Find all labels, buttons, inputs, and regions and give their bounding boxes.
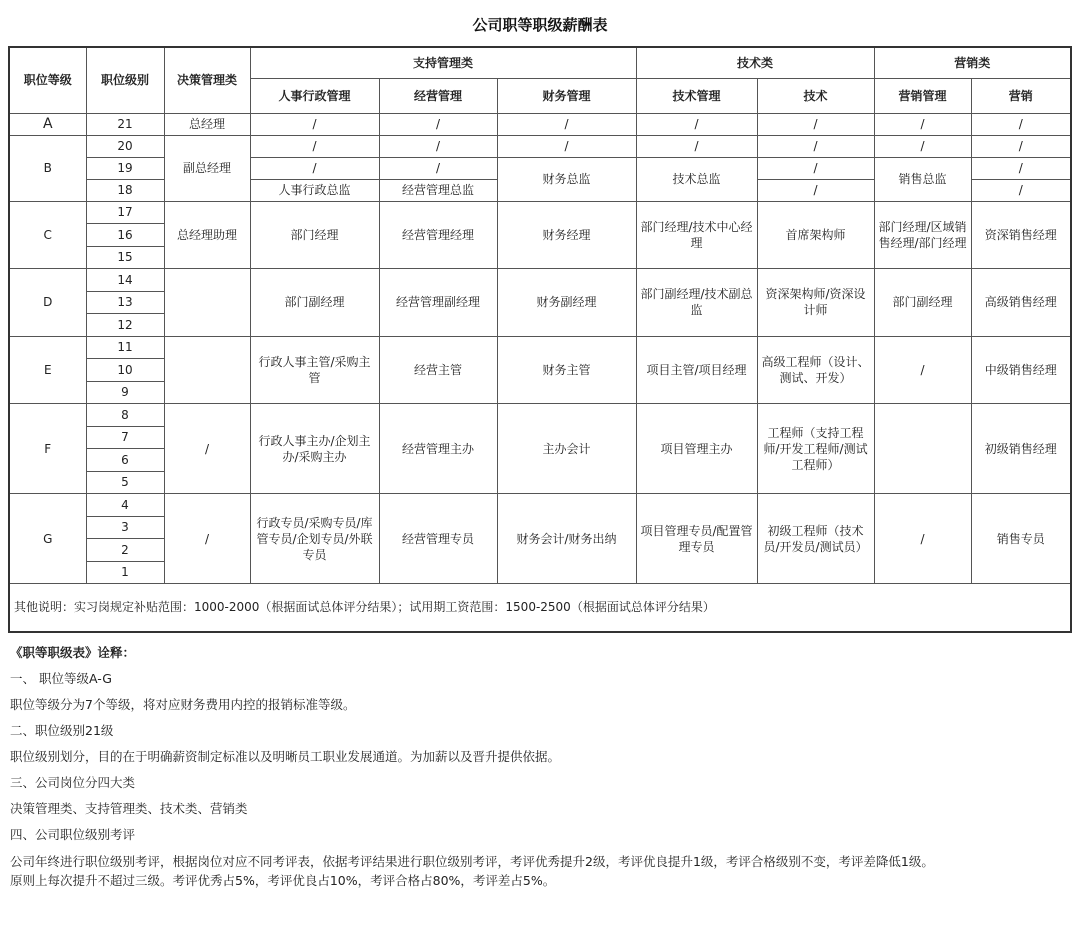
grade-cell: G <box>9 494 86 584</box>
header-salesmgmt: 营销管理 <box>874 78 971 113</box>
level-cell: 15 <box>86 246 164 269</box>
role-cell: 部门经理/区域销售经理/部门经理 <box>874 201 971 269</box>
empty-slash: / <box>636 135 757 157</box>
empty-slash: / <box>379 113 497 135</box>
role-cell: 总经理助理 <box>164 201 250 269</box>
header-techn: 技术 <box>757 78 874 113</box>
level-cell: 7 <box>86 426 164 449</box>
role-cell: 工程师（支持工程师/开发工程师/测试工程师） <box>757 404 874 494</box>
grade-cell: E <box>9 336 86 404</box>
grade-cell: B <box>9 135 86 201</box>
section-1-text: 职位等级分为7个等级，将对应财务费用内控的报销标准等级。 <box>10 697 356 712</box>
empty-slash: / <box>971 135 1071 157</box>
header-techmgmt: 技术管理 <box>636 78 757 113</box>
level-cell: 5 <box>86 471 164 494</box>
empty-slash: / <box>497 135 636 157</box>
role-cell <box>164 269 250 337</box>
level-cell: 13 <box>86 291 164 314</box>
section-4-paragraph <box>10 848 1074 890</box>
level-cell: 9 <box>86 381 164 404</box>
empty-slash: / <box>164 404 250 494</box>
header-salesn: 营销 <box>971 78 1071 113</box>
section-4-text-line-2: 原则上每次提升不超过三级。考评优秀占5%，考评优良占10%，考评合格占80%，考评差占5%。 <box>10 873 556 888</box>
section-3-title: 三、公司岗位分四大类 <box>10 775 136 790</box>
level-cell: 4 <box>86 494 164 517</box>
section-3-text: 决策管理类、支持管理类、技术类、营销类 <box>10 801 248 816</box>
empty-slash: / <box>971 157 1071 179</box>
role-cell: 副总经理 <box>164 135 250 201</box>
level-cell: 2 <box>86 539 164 562</box>
role-cell: 行政专员/采购专员/库管专员/企划专员/外联专员 <box>250 494 379 584</box>
section-4-text-line-1: 公司年终进行职位级别考评，根据岗位对应不同考评表，依据考评结果进行职位级别考评，考评优秀提升2级，考评优良提升1级，考评合格级别不变，考评差降低1级。 <box>10 854 934 869</box>
role-cell: 资深销售经理 <box>971 201 1071 269</box>
role-cell: 中级销售经理 <box>971 336 1071 404</box>
header-hr: 人事行政管理 <box>250 78 379 113</box>
empty-slash: / <box>250 113 379 135</box>
empty-slash: / <box>757 179 874 201</box>
explanation-title: 《职等职级表》诠释： <box>10 645 136 660</box>
section-2-text: 职位级别划分，目的在于明确薪资制定标准以及明晰员工职业发展通道。为加薪以及晋升提供依据。 <box>10 749 561 764</box>
role-cell: 经营管理专员 <box>379 494 497 584</box>
empty-slash: / <box>757 135 874 157</box>
role-cell: 初级工程师（技术员/开发员/测试员） <box>757 494 874 584</box>
role-cell: 项目管理专员/配置管理专员 <box>636 494 757 584</box>
level-cell: 3 <box>86 516 164 539</box>
level-cell: 10 <box>86 359 164 382</box>
role-cell: 财务经理 <box>497 201 636 269</box>
role-cell: 主办会计 <box>497 404 636 494</box>
empty-slash: / <box>497 113 636 135</box>
level-cell: 17 <box>86 201 164 224</box>
role-cell: 销售总监 <box>874 157 971 201</box>
level-cell: 14 <box>86 269 164 292</box>
role-cell: 销售专员 <box>971 494 1071 584</box>
empty-slash: / <box>250 157 379 179</box>
role-cell: 部门经理/技术中心经理 <box>636 201 757 269</box>
level-cell: 20 <box>86 135 164 157</box>
section-4-title: 四、公司职位级别考评 <box>10 827 136 842</box>
role-cell: 财务副经理 <box>497 269 636 337</box>
empty-slash: / <box>757 157 874 179</box>
role-cell: 首席架构师 <box>757 201 874 269</box>
role-cell: 总经理 <box>164 113 250 135</box>
empty-slash: / <box>164 494 250 584</box>
grade-cell: A <box>9 113 86 135</box>
role-cell: 经营主管 <box>379 336 497 404</box>
section-2-title: 二、职位级别21级 <box>10 723 114 738</box>
empty-slash: / <box>636 113 757 135</box>
header-grade: 职位等级 <box>9 47 86 113</box>
role-cell: 技术总监 <box>636 157 757 201</box>
header-fin: 财务管理 <box>497 78 636 113</box>
role-cell: 部门副经理 <box>874 269 971 337</box>
level-cell: 19 <box>86 157 164 179</box>
level-cell: 12 <box>86 314 164 337</box>
empty-slash: / <box>971 179 1071 201</box>
empty-slash: / <box>379 135 497 157</box>
role-cell: 部门副经理 <box>250 269 379 337</box>
empty-slash: / <box>874 494 971 584</box>
empty-slash: / <box>874 135 971 157</box>
empty-slash: / <box>250 135 379 157</box>
role-cell: 财务总监 <box>497 157 636 201</box>
header-tech: 技术类 <box>636 47 874 78</box>
role-cell: 高级工程师（设计、测试、开发） <box>757 336 874 404</box>
role-cell: 初级销售经理 <box>971 404 1071 494</box>
header-ops: 经营管理 <box>379 78 497 113</box>
role-cell: 财务主管 <box>497 336 636 404</box>
role-cell: 经营管理总监 <box>379 179 497 201</box>
role-cell: 行政人事主办/企划主办/采购主办 <box>250 404 379 494</box>
header-support: 支持管理类 <box>250 47 636 78</box>
header-level: 职位级别 <box>86 47 164 113</box>
role-cell: 人事行政总监 <box>250 179 379 201</box>
role-cell: 项目管理主办 <box>636 404 757 494</box>
role-cell: 经营管理副经理 <box>379 269 497 337</box>
role-cell: 财务会计/财务出纳 <box>497 494 636 584</box>
role-cell: 经营管理主办 <box>379 404 497 494</box>
role-cell: 行政人事主管/采购主管 <box>250 336 379 404</box>
role-cell: 部门副经理/技术副总监 <box>636 269 757 337</box>
salary-grade-table <box>8 46 1072 633</box>
level-cell: 11 <box>86 336 164 359</box>
empty-slash: / <box>971 113 1071 135</box>
role-cell: 部门经理 <box>250 201 379 269</box>
level-cell: 8 <box>86 404 164 427</box>
role-cell: 项目主管/项目经理 <box>636 336 757 404</box>
role-cell <box>874 404 971 494</box>
role-cell: 资深架构师/资深设计师 <box>757 269 874 337</box>
table-note: 其他说明：实习岗规定补贴范围：1000-2000（根据面试总体评分结果）；试用期工资范围：1500-2500（根据面试总体评分结果） <box>9 584 1071 632</box>
role-cell <box>164 336 250 404</box>
section-1-title: 一、 职位等级A-G <box>10 671 112 686</box>
page-title: 公司职等职级薪酬表 <box>472 16 608 34</box>
empty-slash: / <box>874 336 971 404</box>
level-cell: 18 <box>86 179 164 201</box>
explanation-section <box>10 640 1074 890</box>
header-decision: 决策管理类 <box>164 47 250 113</box>
role-cell: 经营管理经理 <box>379 201 497 269</box>
level-cell: 6 <box>86 449 164 472</box>
empty-slash: / <box>757 113 874 135</box>
level-cell: 21 <box>86 113 164 135</box>
grade-cell: C <box>9 201 86 269</box>
grade-cell: D <box>9 269 86 337</box>
role-cell: 高级销售经理 <box>971 269 1071 337</box>
empty-slash: / <box>874 113 971 135</box>
empty-slash: / <box>379 157 497 179</box>
grade-cell: F <box>9 404 86 494</box>
level-cell: 16 <box>86 224 164 247</box>
level-cell: 1 <box>86 561 164 584</box>
header-sales: 营销类 <box>874 47 1071 78</box>
